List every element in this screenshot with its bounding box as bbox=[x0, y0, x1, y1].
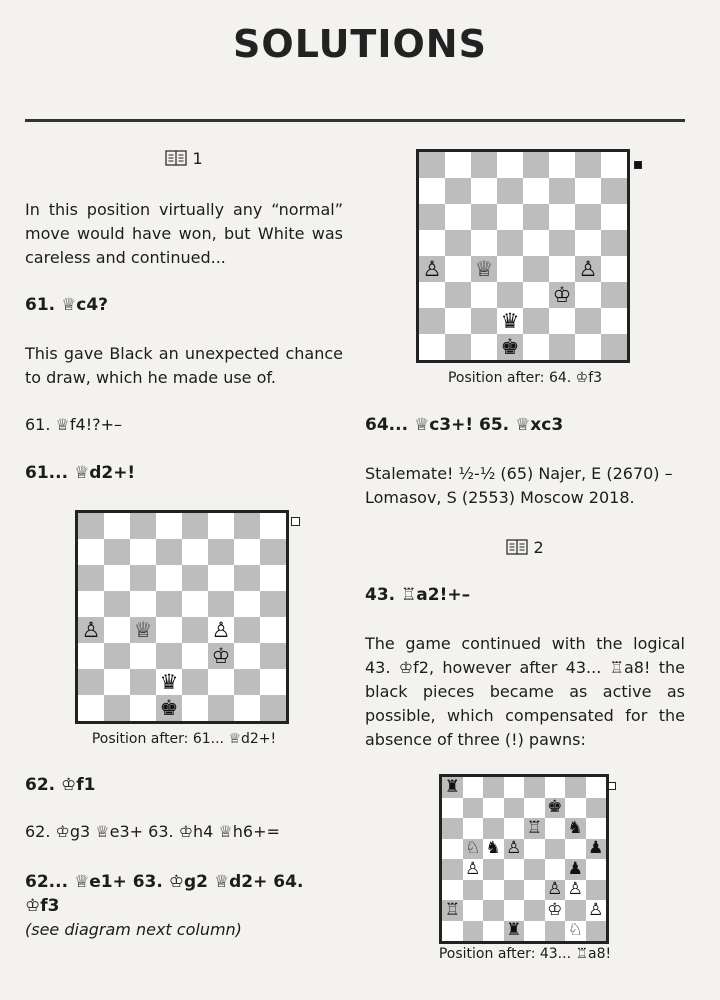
page-title: SOLUTIONS bbox=[233, 22, 487, 66]
square-a7 bbox=[442, 798, 463, 819]
square-b7 bbox=[104, 539, 130, 565]
square-b7 bbox=[445, 178, 471, 204]
square-f2 bbox=[208, 669, 234, 695]
square-b1 bbox=[445, 334, 471, 360]
square-f1 bbox=[549, 334, 575, 360]
square-d6 bbox=[497, 204, 523, 230]
square-f1 bbox=[545, 921, 566, 942]
square-d3 bbox=[504, 880, 525, 901]
square-a3 bbox=[419, 282, 445, 308]
square-a2 bbox=[419, 308, 445, 334]
square-g6 bbox=[234, 565, 260, 591]
square-g1 bbox=[234, 695, 260, 721]
square-h6 bbox=[601, 204, 627, 230]
square-d8 bbox=[156, 513, 182, 539]
piece-d2: ♛ bbox=[159, 669, 179, 694]
square-g7 bbox=[234, 539, 260, 565]
piece-d5: ♙ bbox=[506, 838, 522, 859]
square-c3 bbox=[130, 643, 156, 669]
square-b4 bbox=[463, 859, 484, 880]
square-h3 bbox=[586, 880, 607, 901]
puzzle-2-heading bbox=[365, 536, 685, 560]
square-c8 bbox=[471, 152, 497, 178]
diagram-caption: Position after: 43... ♖a8! bbox=[438, 946, 612, 962]
square-d1 bbox=[497, 334, 523, 360]
puzzle-number: 1 bbox=[192, 149, 203, 168]
comment-text: This gave Black an unexpected chance to draw, which he made use of. bbox=[25, 344, 343, 387]
square-d1 bbox=[156, 695, 182, 721]
square-c6 bbox=[471, 204, 497, 230]
piece-g1: ♘ bbox=[567, 920, 583, 941]
square-e4 bbox=[182, 617, 208, 643]
square-f2 bbox=[545, 900, 566, 921]
square-g3 bbox=[565, 880, 586, 901]
square-g1 bbox=[575, 334, 601, 360]
square-a8 bbox=[419, 152, 445, 178]
square-h3 bbox=[601, 282, 627, 308]
comment-text: The game continued with the logical 43. ♔f2, however after 43... ♖a8! the black pieces became as active as possible, which compensated for the absence of three (!) pawns: bbox=[365, 634, 685, 749]
piece-h5: ♟ bbox=[588, 838, 604, 859]
square-b2 bbox=[104, 669, 130, 695]
square-f3 bbox=[549, 282, 575, 308]
game-result: Stalemate! ½-½ (65) Najer, E (2670) – Lomasov, S (2553) Moscow 2018. bbox=[365, 464, 673, 507]
square-b6 bbox=[445, 204, 471, 230]
square-f1 bbox=[208, 695, 234, 721]
square-c7 bbox=[483, 798, 504, 819]
square-e7 bbox=[182, 539, 208, 565]
piece-g6: ♞ bbox=[567, 817, 583, 838]
square-b8 bbox=[445, 152, 471, 178]
square-h7 bbox=[601, 178, 627, 204]
square-c3 bbox=[471, 282, 497, 308]
piece-b5: ♘ bbox=[465, 838, 481, 859]
square-a4 bbox=[442, 859, 463, 880]
square-c1 bbox=[471, 334, 497, 360]
square-g2 bbox=[565, 900, 586, 921]
square-c4 bbox=[130, 617, 156, 643]
square-h4 bbox=[601, 256, 627, 282]
square-b4 bbox=[445, 256, 471, 282]
square-c2 bbox=[471, 308, 497, 334]
square-f5 bbox=[208, 591, 234, 617]
square-g3 bbox=[575, 282, 601, 308]
square-f5 bbox=[549, 230, 575, 256]
square-f6 bbox=[549, 204, 575, 230]
square-g4 bbox=[234, 617, 260, 643]
diagram-caption: Position after: 61... ♕d2+! bbox=[91, 731, 277, 747]
book-icon bbox=[506, 539, 528, 555]
square-h1 bbox=[586, 921, 607, 942]
square-c4 bbox=[483, 859, 504, 880]
square-h2 bbox=[601, 308, 627, 334]
square-g5 bbox=[234, 591, 260, 617]
square-h1 bbox=[601, 334, 627, 360]
square-a3 bbox=[442, 880, 463, 901]
square-g6 bbox=[565, 818, 586, 839]
square-h2 bbox=[260, 669, 286, 695]
chess-board bbox=[75, 510, 289, 724]
black-to-move-marker bbox=[634, 161, 642, 169]
square-b2 bbox=[463, 900, 484, 921]
square-f3 bbox=[545, 880, 566, 901]
square-b5 bbox=[445, 230, 471, 256]
piece-f7: ♚ bbox=[547, 797, 563, 818]
square-d7 bbox=[156, 539, 182, 565]
square-d2 bbox=[504, 900, 525, 921]
square-e3 bbox=[523, 282, 549, 308]
piece-d1: ♚ bbox=[159, 695, 179, 720]
square-h2 bbox=[586, 900, 607, 921]
square-f4 bbox=[208, 617, 234, 643]
square-c7 bbox=[130, 539, 156, 565]
square-h7 bbox=[260, 539, 286, 565]
alternative-line-2: 62. ♔g3 ♕e3+ 63. ♔h4 ♕h6+= bbox=[25, 822, 280, 841]
square-h8 bbox=[260, 513, 286, 539]
piece-f4: ♙ bbox=[211, 617, 231, 642]
square-a8 bbox=[442, 777, 463, 798]
square-g8 bbox=[234, 513, 260, 539]
square-e7 bbox=[524, 798, 545, 819]
square-a8 bbox=[78, 513, 104, 539]
square-f7 bbox=[549, 178, 575, 204]
square-e1 bbox=[524, 921, 545, 942]
intro-text: In this position virtually any “normal” move would have won, but White was careless and continued... bbox=[25, 200, 343, 267]
square-c3 bbox=[483, 880, 504, 901]
header-rule bbox=[25, 119, 685, 122]
book-icon bbox=[165, 150, 187, 166]
square-f2 bbox=[549, 308, 575, 334]
square-e3 bbox=[524, 880, 545, 901]
square-e8 bbox=[523, 152, 549, 178]
square-g5 bbox=[565, 839, 586, 860]
square-d8 bbox=[497, 152, 523, 178]
square-b2 bbox=[445, 308, 471, 334]
square-b3 bbox=[104, 643, 130, 669]
move-62-black: 62... ♕e1+ 63. ♔g2 ♕d2+ 64. ♔f3 bbox=[25, 872, 304, 916]
square-f6 bbox=[208, 565, 234, 591]
piece-d1: ♜ bbox=[506, 920, 522, 941]
piece-g3: ♙ bbox=[567, 879, 583, 900]
square-e8 bbox=[524, 777, 545, 798]
square-e1 bbox=[182, 695, 208, 721]
square-e5 bbox=[182, 591, 208, 617]
square-g8 bbox=[565, 777, 586, 798]
square-e5 bbox=[523, 230, 549, 256]
square-c6 bbox=[130, 565, 156, 591]
square-f4 bbox=[545, 859, 566, 880]
square-d4 bbox=[497, 256, 523, 282]
square-b3 bbox=[463, 880, 484, 901]
square-d1 bbox=[504, 921, 525, 942]
square-g1 bbox=[565, 921, 586, 942]
piece-a8: ♜ bbox=[444, 776, 460, 797]
square-g2 bbox=[234, 669, 260, 695]
chess-board bbox=[416, 149, 630, 363]
square-a2 bbox=[78, 669, 104, 695]
square-f7 bbox=[545, 798, 566, 819]
square-a1 bbox=[419, 334, 445, 360]
square-e3 bbox=[182, 643, 208, 669]
square-f8 bbox=[545, 777, 566, 798]
square-b8 bbox=[463, 777, 484, 798]
piece-h2: ♙ bbox=[588, 899, 604, 920]
square-f5 bbox=[545, 839, 566, 860]
square-b6 bbox=[463, 818, 484, 839]
square-d2 bbox=[156, 669, 182, 695]
square-d6 bbox=[156, 565, 182, 591]
piece-a2: ♖ bbox=[444, 899, 460, 920]
square-c5 bbox=[471, 230, 497, 256]
square-c5 bbox=[483, 839, 504, 860]
piece-f3: ♙ bbox=[547, 879, 563, 900]
square-f7 bbox=[208, 539, 234, 565]
square-h1 bbox=[260, 695, 286, 721]
square-e7 bbox=[523, 178, 549, 204]
square-e8 bbox=[182, 513, 208, 539]
move-43-white: 43. ♖a2!+– bbox=[365, 585, 471, 605]
piece-c5: ♞ bbox=[485, 838, 501, 859]
square-e6 bbox=[524, 818, 545, 839]
square-a7 bbox=[78, 539, 104, 565]
white-to-move-marker bbox=[291, 517, 300, 526]
square-g7 bbox=[575, 178, 601, 204]
square-b7 bbox=[463, 798, 484, 819]
square-g7 bbox=[565, 798, 586, 819]
piece-b4: ♙ bbox=[465, 858, 481, 879]
square-a1 bbox=[442, 921, 463, 942]
chess-board bbox=[439, 774, 609, 944]
square-h5 bbox=[260, 591, 286, 617]
puzzle-number: 2 bbox=[533, 538, 544, 557]
diagram-note: (see diagram next column) bbox=[25, 920, 242, 939]
square-g4 bbox=[565, 859, 586, 880]
square-c8 bbox=[483, 777, 504, 798]
square-b1 bbox=[463, 921, 484, 942]
square-d7 bbox=[504, 798, 525, 819]
alternative-line: 61. ♕f4!?+– bbox=[25, 415, 122, 434]
square-h6 bbox=[260, 565, 286, 591]
move-62-white: 62. ♔f1 bbox=[25, 775, 96, 795]
square-c6 bbox=[483, 818, 504, 839]
move-61-black: 61... ♕d2+! bbox=[25, 463, 136, 483]
square-f3 bbox=[208, 643, 234, 669]
square-d5 bbox=[504, 839, 525, 860]
square-d7 bbox=[497, 178, 523, 204]
square-b5 bbox=[463, 839, 484, 860]
square-a6 bbox=[442, 818, 463, 839]
square-b1 bbox=[104, 695, 130, 721]
square-a6 bbox=[78, 565, 104, 591]
puzzle-1-heading bbox=[25, 147, 343, 171]
move-64-black: 64... ♕c3+! 65. ♕xc3 bbox=[365, 415, 564, 435]
square-c2 bbox=[130, 669, 156, 695]
square-h5 bbox=[601, 230, 627, 256]
square-h8 bbox=[601, 152, 627, 178]
square-a5 bbox=[442, 839, 463, 860]
move-61-white: 61. ♕c4? bbox=[25, 295, 109, 315]
square-f4 bbox=[549, 256, 575, 282]
square-a4 bbox=[419, 256, 445, 282]
square-e2 bbox=[523, 308, 549, 334]
square-b4 bbox=[104, 617, 130, 643]
piece-d2: ♛ bbox=[500, 308, 520, 333]
square-d8 bbox=[504, 777, 525, 798]
square-h3 bbox=[260, 643, 286, 669]
square-b8 bbox=[104, 513, 130, 539]
square-a5 bbox=[78, 591, 104, 617]
piece-c4: ♕ bbox=[474, 256, 494, 281]
square-e6 bbox=[523, 204, 549, 230]
square-d2 bbox=[497, 308, 523, 334]
square-b3 bbox=[445, 282, 471, 308]
square-c4 bbox=[471, 256, 497, 282]
square-d3 bbox=[156, 643, 182, 669]
square-e4 bbox=[523, 256, 549, 282]
white-to-move-marker bbox=[608, 782, 616, 790]
piece-g4: ♟ bbox=[567, 858, 583, 879]
piece-f3: ♔ bbox=[552, 282, 572, 307]
square-d4 bbox=[504, 859, 525, 880]
square-h4 bbox=[586, 859, 607, 880]
piece-f2: ♔ bbox=[547, 899, 563, 920]
square-e1 bbox=[523, 334, 549, 360]
square-c7 bbox=[471, 178, 497, 204]
square-g8 bbox=[575, 152, 601, 178]
square-e6 bbox=[182, 565, 208, 591]
square-g2 bbox=[575, 308, 601, 334]
square-c8 bbox=[130, 513, 156, 539]
square-a7 bbox=[419, 178, 445, 204]
square-a4 bbox=[78, 617, 104, 643]
square-h7 bbox=[586, 798, 607, 819]
square-g5 bbox=[575, 230, 601, 256]
piece-a4: ♙ bbox=[422, 256, 442, 281]
square-h8 bbox=[586, 777, 607, 798]
piece-f3: ♔ bbox=[211, 643, 231, 668]
square-h5 bbox=[586, 839, 607, 860]
square-h4 bbox=[260, 617, 286, 643]
square-d6 bbox=[504, 818, 525, 839]
square-a2 bbox=[442, 900, 463, 921]
piece-e6: ♖ bbox=[526, 817, 542, 838]
square-d5 bbox=[156, 591, 182, 617]
square-c2 bbox=[483, 900, 504, 921]
square-e4 bbox=[524, 859, 545, 880]
piece-a4: ♙ bbox=[81, 617, 101, 642]
square-a3 bbox=[78, 643, 104, 669]
square-b5 bbox=[104, 591, 130, 617]
square-f8 bbox=[208, 513, 234, 539]
square-a5 bbox=[419, 230, 445, 256]
square-d3 bbox=[497, 282, 523, 308]
square-e2 bbox=[524, 900, 545, 921]
square-c5 bbox=[130, 591, 156, 617]
piece-d1: ♚ bbox=[500, 334, 520, 359]
square-e5 bbox=[524, 839, 545, 860]
piece-c4: ♕ bbox=[133, 617, 153, 642]
square-b6 bbox=[104, 565, 130, 591]
square-d5 bbox=[497, 230, 523, 256]
square-a6 bbox=[419, 204, 445, 230]
square-c1 bbox=[130, 695, 156, 721]
square-g6 bbox=[575, 204, 601, 230]
piece-g4: ♙ bbox=[578, 256, 598, 281]
square-e2 bbox=[182, 669, 208, 695]
square-h6 bbox=[586, 818, 607, 839]
square-g3 bbox=[234, 643, 260, 669]
square-f6 bbox=[545, 818, 566, 839]
square-a1 bbox=[78, 695, 104, 721]
square-d4 bbox=[156, 617, 182, 643]
square-f8 bbox=[549, 152, 575, 178]
diagram-caption: Position after: 64. ♔f3 bbox=[447, 370, 603, 386]
square-g4 bbox=[575, 256, 601, 282]
square-c1 bbox=[483, 921, 504, 942]
